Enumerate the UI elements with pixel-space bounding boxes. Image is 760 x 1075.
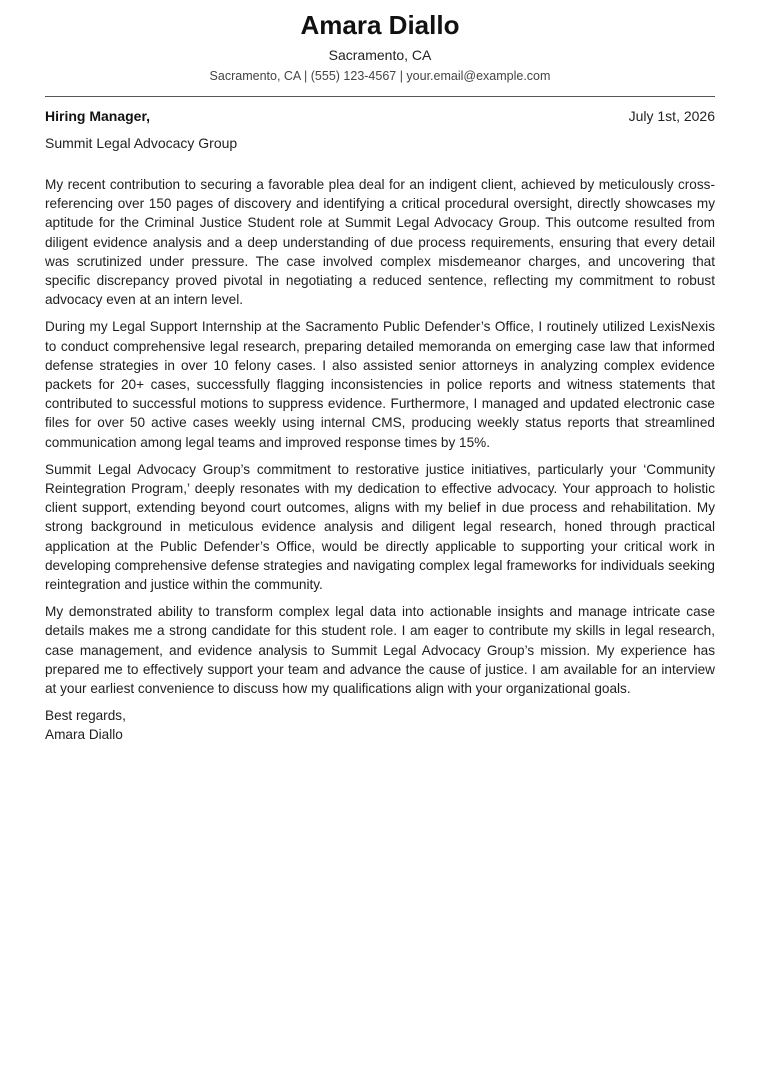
closing-phrase: Best regards, [45,708,126,724]
salutation: Hiring Manager, [45,108,151,124]
signature-name: Amara Diallo [45,727,123,743]
body-paragraph: During my Legal Support Internship at the Sacramento Public Defender’s Office, I routinely utilized LexisNexis to conduct comprehensive legal research, preparing detailed memoranda on emerging case law that informed defense strategies in over 10 felony cases. I also assisted senior attorneys in analyzing complex evidence packets for 20+ cases, successfully flagging inconsistencies in police reports and witness statements that contributed to successful motions to suppress evidence. Furthermore, I managed and updated electronic case files for over 50 active cases weekly using internal CMS, producing weekly status reports that streamlined communication among legal teams and improved response times by 15%. [45,319,715,450]
recipient-company: Summit Legal Advocacy Group [45,135,238,151]
applicant-location: Sacramento, CA [328,47,432,63]
contact-line: Sacramento, CA | (555) 123-4567 | your.email@example.com [209,69,551,83]
body-paragraph: Summit Legal Advocacy Group’s commitment to restorative justice initiatives, particularly your ‘Community Reintegration Program,’ deeply resonates with my dedication to effective advocacy. Your approach to holistic client support, extending beyond court outcomes, aligns with my belief in due process and rehabilitation. My strong background in meticulous evidence analysis and diligent legal research, honed through practical application at the Public Defender’s Office, would be directly applicable to supporting your critical work in developing comprehensive defense strategies and navigating complex legal frameworks for individuals seeking reintegration and justice within the community. [45,461,715,593]
body-paragraph: My demonstrated ability to transform complex legal data into actionable insights and manage intricate case details makes me a strong candidate for this student role. I am eager to contribute my skills in legal research, case management, and evidence analysis to Summit Legal Advocacy Group’s mission. My experience has prepared me to effectively support your team and advance the cause of justice. I am available for an interview at your earliest convenience to discuss how my qualifications align with your organizational goals. [45,604,715,697]
letter-body [45,175,715,698]
header-divider [45,96,715,97]
body-paragraph: My recent contribution to securing a favorable plea deal for an indigent client, achieved by meticulously cross-referencing over 150 pages of discovery and identifying a critical procedural oversight, directly showcases my aptitude for the Criminal Justice Student role at Summit Legal Advocacy Group. This outcome resulted from diligent evidence analysis and a deep understanding of due process requirements, ensuring that every detail was scrutinized under pressure. The case involved complex misdemeanor charges, and uncovering that specific discrepancy proved pivotal in negotiating a reduced sentence, reflecting my commitment to robust advocacy even at an intern level. [45,177,715,308]
letter-closing [45,706,715,744]
letter-header [45,10,715,84]
letter-date: July 1st, 2026 [628,108,715,124]
applicant-name: Amara Diallo [300,10,460,40]
recipient-date-row [45,107,715,125]
